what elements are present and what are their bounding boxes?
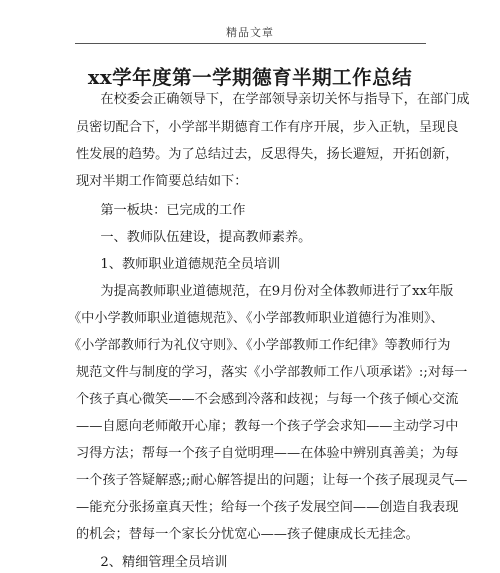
body-line: 现对半期工作简要总结如下： — [76, 174, 248, 189]
body-line: 规范文件与制度的学习，落实《小学部教师工作八项承诺》:;对每一 — [76, 365, 468, 380]
subsection-heading: 1、教师职业道德规范全员培训 — [74, 257, 281, 272]
body-line: 员密切配合下，小学部半期德育工作有序开展，步入正轨，呈现良 — [76, 120, 459, 135]
body-line: 习得方法；帮每一个孩子自觉明理——在体验中辨别真善美；为每 — [76, 446, 459, 461]
section-heading: 第一板块：已完成的工作 — [74, 203, 246, 218]
page-header-label: 精品文章 — [226, 26, 274, 39]
body-line: ——自愿向老师敞开心扉；教每一个孩子学会求知——主动学习中 — [76, 419, 459, 434]
body-line: 的机会；替每一个家长分忧宽心——孩子健康成长无挂念。 — [76, 527, 419, 542]
document-title: xx学年度第一学期德育半期工作总结 — [87, 66, 413, 89]
body-line: 个孩子真心微笑——不会感到冷落和歧视；与每一个孩子倾心交流 — [76, 392, 459, 407]
subsection-heading: 2、精细管理全员培训 — [74, 555, 228, 570]
header-divider — [75, 43, 426, 44]
section-heading: 一、教师队伍建设，提高教师素养。 — [74, 230, 312, 245]
body-line: 在校委会正确领导下，在学部领导亲切关怀与指导下，在部门成 — [74, 92, 470, 107]
body-line: —能充分张扬童真天性；给每一个孩子发展空间——创造自我表现 — [76, 500, 459, 515]
body-line: 性发展的趋势。为了总结过去，反思得失，扬长避短，开拓创新， — [76, 147, 459, 162]
body-line: 《小学部教师行为礼仪守则》、《小学部教师工作纪律》等教师行为 — [68, 338, 451, 353]
body-line: 《中小学教师职业道德规范》、《小学部教师职业道德行为准则》、 — [68, 311, 444, 326]
body-line: 一个孩子答疑解惑;;耐心解答提出的问题；让每一个孩子展现灵气— — [76, 473, 468, 488]
body-line: 为提高教师职业道德规范，在9月份对全体教师进行了xx年版 — [74, 284, 454, 299]
